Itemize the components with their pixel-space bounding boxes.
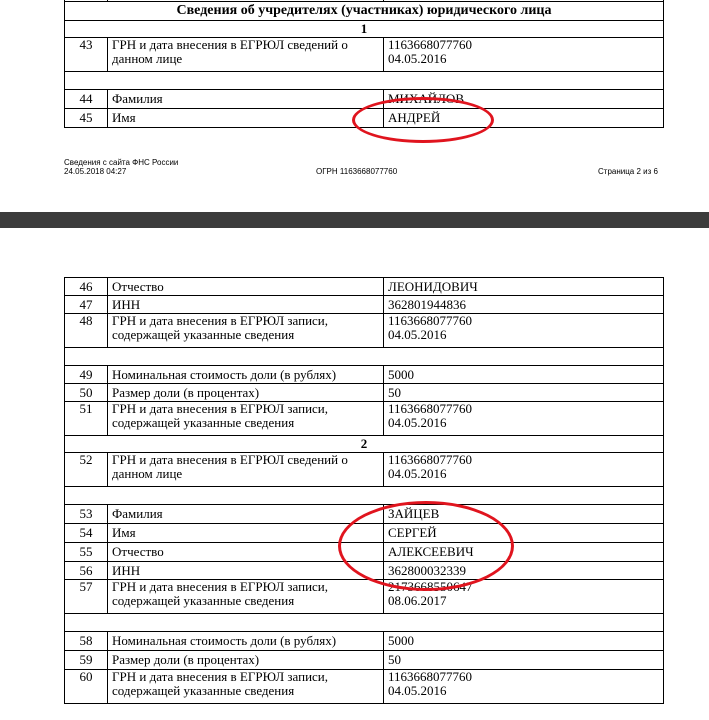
table-row <box>65 314 664 348</box>
table-row <box>65 402 664 436</box>
founders-table-page-2 <box>64 0 664 128</box>
row-label: ГРН и дата внесения в ЕГРЮЛ сведений о данном лице <box>108 38 384 72</box>
table-row <box>65 38 664 72</box>
date-value: 04.05.2016 <box>388 415 447 430</box>
row-number: 56 <box>65 562 108 580</box>
row-value: ЗАЙЦЕВ <box>384 505 664 524</box>
spacer-row <box>65 72 664 90</box>
row-number: 52 <box>65 453 108 487</box>
row-value <box>384 402 664 436</box>
page-separator <box>0 212 709 228</box>
row-value: 362800032339 <box>384 562 664 580</box>
row-number: 48 <box>65 314 108 348</box>
table-row <box>65 505 664 524</box>
table-row <box>65 453 664 487</box>
date-value: 04.05.2016 <box>388 466 447 481</box>
table-row <box>65 384 664 402</box>
table-row <box>65 651 664 670</box>
row-label: Номинальная стоимость доли (в рублях) <box>108 632 384 651</box>
grn-value: 1163668077760 <box>388 37 473 52</box>
table-row <box>65 278 664 296</box>
table-row <box>65 90 664 109</box>
document-page-2 <box>0 0 709 212</box>
founder-number-row <box>65 436 664 453</box>
table-row <box>65 366 664 384</box>
row-number: 45 <box>65 109 108 128</box>
row-label: Размер доли (в процентах) <box>108 384 384 402</box>
date-value: 08.06.2017 <box>388 593 447 608</box>
row-value: АЛЕКСЕЕВИЧ <box>384 543 664 562</box>
row-label: ГРН и дата внесения в ЕГРЮЛ записи, содержащей указанные сведения <box>108 580 384 614</box>
row-label: ГРН и дата внесения в ЕГРЮЛ записи, содержащей указанные сведения <box>108 670 384 704</box>
date-value: 04.05.2016 <box>388 51 447 66</box>
section-title: Сведения об учредителях (участниках) юридического лица <box>65 2 664 21</box>
row-value <box>384 314 664 348</box>
row-value: 50 <box>384 651 664 670</box>
table-row <box>65 109 664 128</box>
row-label: Отчество <box>108 543 384 562</box>
section-title-row <box>65 2 664 21</box>
row-value: АНДРЕЙ <box>384 109 664 128</box>
row-label: ГРН и дата внесения в ЕГРЮЛ записи, содержащей указанные сведения <box>108 402 384 436</box>
row-value <box>384 580 664 614</box>
row-number: 47 <box>65 296 108 314</box>
spacer-row <box>65 487 664 505</box>
row-number: 51 <box>65 402 108 436</box>
row-label: Отчество <box>108 278 384 296</box>
row-value <box>384 38 664 72</box>
row-label: Номинальная стоимость доли (в рублях) <box>108 366 384 384</box>
grn-value: 2173668550647 <box>388 579 473 594</box>
row-number: 50 <box>65 384 108 402</box>
spacer-row <box>65 614 664 632</box>
row-number: 57 <box>65 580 108 614</box>
row-label: ГРН и дата внесения в ЕГРЮЛ записи, содержащей указанные сведения <box>108 314 384 348</box>
row-value: ЛЕОНИДОВИЧ <box>384 278 664 296</box>
table-row <box>65 632 664 651</box>
row-label: Фамилия <box>108 90 384 109</box>
row-number: 46 <box>65 278 108 296</box>
footer-page-number: Страница 2 из 6 <box>598 167 658 176</box>
grn-value: 1163668077760 <box>388 401 473 416</box>
grn-value: 1163668077760 <box>388 452 473 467</box>
table-row <box>65 580 664 614</box>
founder-number: 2 <box>65 436 664 453</box>
row-value: СЕРГЕЙ <box>384 524 664 543</box>
grn-value: 1163668077760 <box>388 313 473 328</box>
row-label: ИНН <box>108 562 384 580</box>
table-row <box>65 543 664 562</box>
row-value: 50 <box>384 384 664 402</box>
row-number: 53 <box>65 505 108 524</box>
footer-source-label: Сведения с сайта ФНС России <box>64 158 179 167</box>
grn-value: 1163668077760 <box>388 669 473 684</box>
row-value: 5000 <box>384 366 664 384</box>
row-label: Имя <box>108 109 384 128</box>
spacer-row <box>65 348 664 366</box>
founder-number-row <box>65 21 664 38</box>
row-number: 55 <box>65 543 108 562</box>
row-number: 54 <box>65 524 108 543</box>
row-value: 362801944836 <box>384 296 664 314</box>
row-number: 49 <box>65 366 108 384</box>
row-label: ГРН и дата внесения в ЕГРЮЛ сведений о данном лице <box>108 453 384 487</box>
founder-number: 1 <box>65 21 664 38</box>
row-number: 59 <box>65 651 108 670</box>
table-row <box>65 296 664 314</box>
row-value <box>384 670 664 704</box>
founders-table-page-3 <box>64 277 664 704</box>
date-value: 04.05.2016 <box>388 327 447 342</box>
row-number: 43 <box>65 38 108 72</box>
footer-ogrn: ОГРН 1163668077760 <box>316 167 398 176</box>
row-value: МИХАЙЛОВ <box>384 90 664 109</box>
document-page-3 <box>0 228 709 720</box>
row-label: Имя <box>108 524 384 543</box>
row-value <box>384 453 664 487</box>
row-label: Фамилия <box>108 505 384 524</box>
table-row <box>65 562 664 580</box>
row-label: ИНН <box>108 296 384 314</box>
row-number: 58 <box>65 632 108 651</box>
row-label: Размер доли (в процентах) <box>108 651 384 670</box>
row-value: 5000 <box>384 632 664 651</box>
row-number: 44 <box>65 90 108 109</box>
row-number: 60 <box>65 670 108 704</box>
footer-source <box>64 158 178 176</box>
date-value: 04.05.2016 <box>388 683 447 698</box>
table-row <box>65 670 664 704</box>
footer-timestamp: 24.05.2018 04:27 <box>64 167 127 176</box>
table-row <box>65 524 664 543</box>
